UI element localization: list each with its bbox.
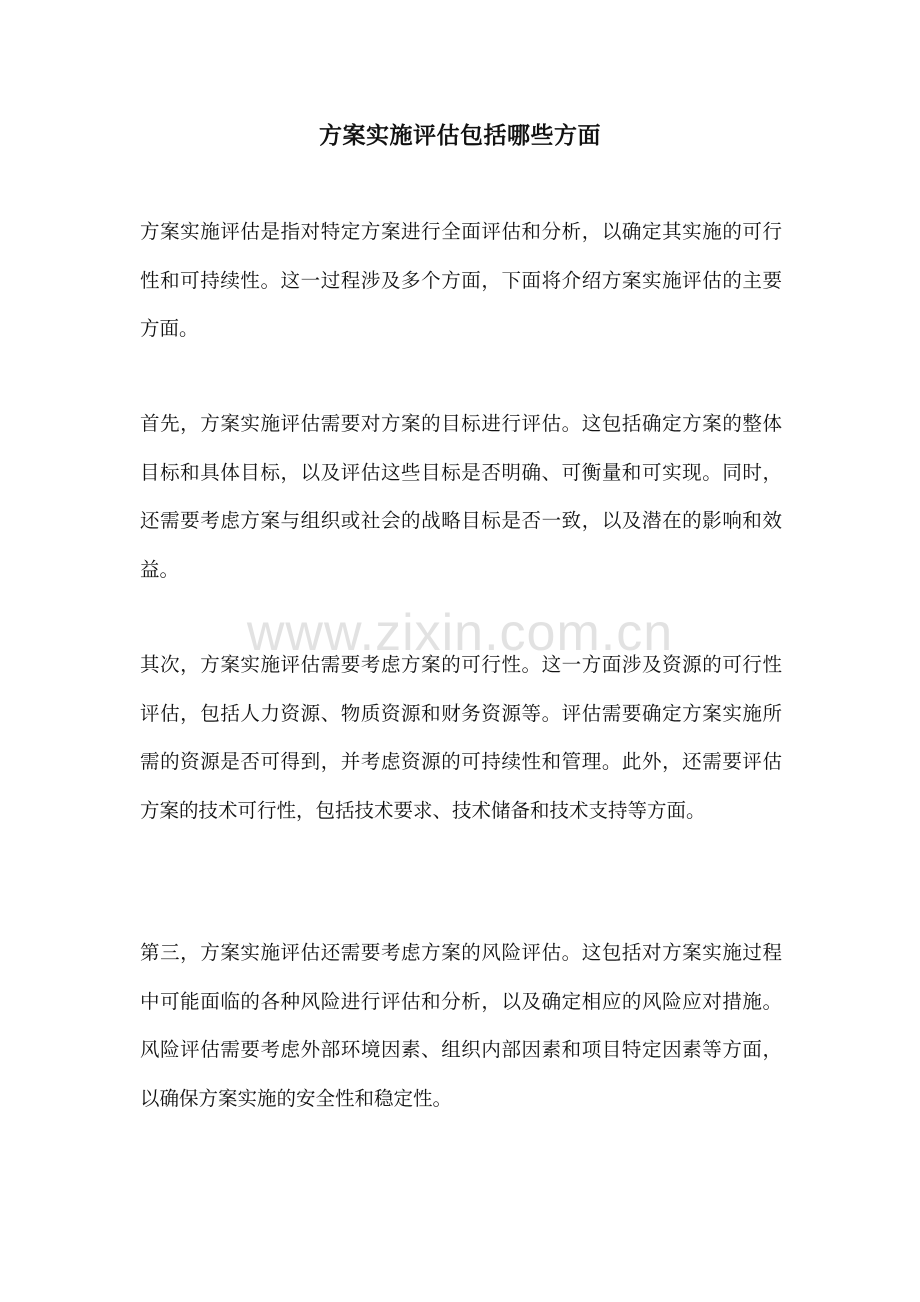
paragraph-intro: 方案实施评估是指对特定方案进行全面评估和分析，以确定其实施的可行性和可持续性。这一过程涉及多个方面，下面将介绍方案实施评估的主要方面。 [140, 220, 782, 340]
document-title: 方案实施评估包括哪些方面 [319, 122, 601, 149]
paragraph-feasibility: 其次，方案实施评估需要考虑方案的可行性。这一方面涉及资源的可行性评估，包括人力资源、物质资源和财务资源等。评估需要确定方案实施所需的资源是否可得到，并考虑资源的可持续性和管理。此外，还需要评估方案的技术可行性，包括技术要求、技术储备和技术支持等方面。 [140, 653, 782, 822]
paragraph-risk: 第三，方案实施评估还需要考虑方案的风险评估。这包括对方案实施过程中可能面临的各种风险进行评估和分析，以及确定相应的风险应对措施。风险评估需要考虑外部环境因素、组织内部因素和项目特定因素等方面，以确保方案实施的安全性和稳定性。 [140, 941, 782, 1110]
watermark: www.zixin.com.cn [246, 604, 674, 662]
paragraph-goals: 首先，方案实施评估需要对方案的目标进行评估。这包括确定方案的整体目标和具体目标，以及评估这些目标是否明确、可衡量和可实现。同时，还需要考虑方案与组织或社会的战略目标是否一致，以及潜在的影响和效益。 [140, 412, 782, 581]
